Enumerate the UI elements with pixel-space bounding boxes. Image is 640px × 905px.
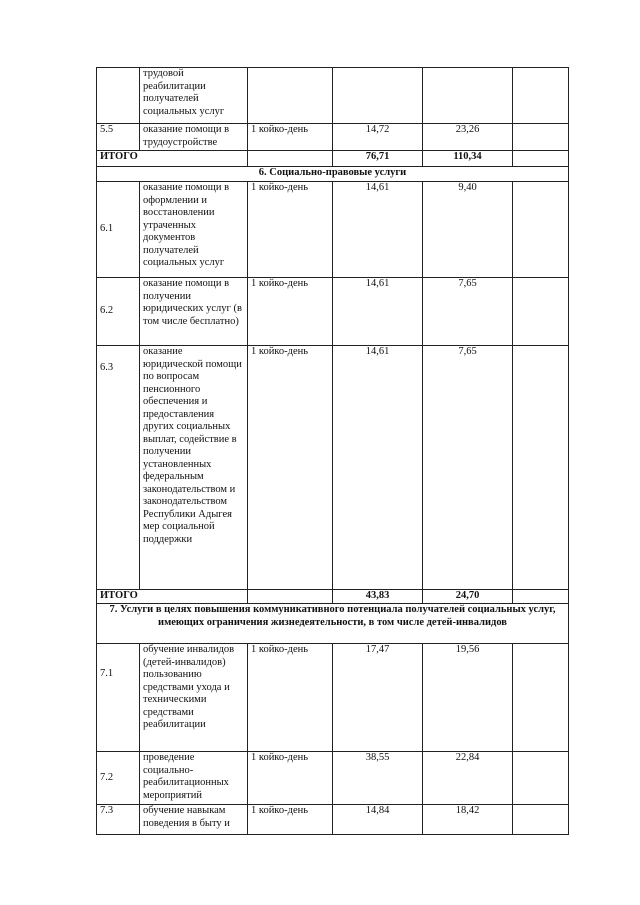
- unit-cell: [248, 68, 333, 124]
- note-cell: [513, 590, 569, 604]
- service-name: оказание юридической помощи по вопросам пенсионного обеспечения и предоставления других социальных выплат, содействие в получении установленных федеральным законодательством и законодательством Республики Адыгея мер социальной поддержки: [140, 346, 248, 590]
- note-cell: [513, 644, 569, 752]
- row-number: 7.3: [97, 805, 140, 835]
- note-cell: [513, 68, 569, 124]
- unit-cell: 1 койко-день: [248, 124, 333, 151]
- service-name: оказание помощи в оформлении и восстановлении утраченных документов получателей социальных услуг: [140, 182, 248, 278]
- table-row: [97, 346, 569, 590]
- table-row: [97, 752, 569, 805]
- note-cell: [513, 151, 569, 167]
- service-name: оказание помощи в получении юридических услуг (в том числе бесплатно): [140, 278, 248, 346]
- row-number: 7.2: [97, 752, 140, 805]
- total-label: ИТОГО: [97, 590, 248, 604]
- row-number: 6.3: [97, 346, 140, 590]
- price-cell: 18,42: [423, 805, 513, 835]
- tariff-table: [96, 67, 569, 835]
- price-cell: 17,47: [333, 644, 423, 752]
- section-title: 6. Социально-правовые услуги: [97, 167, 569, 182]
- note-cell: [513, 124, 569, 151]
- price-cell: 22,84: [423, 752, 513, 805]
- price-cell: 7,65: [423, 278, 513, 346]
- table-row: [97, 68, 569, 124]
- total-row: [97, 590, 569, 604]
- service-name: трудовой реабилитации получателей социальных услуг: [140, 68, 248, 124]
- unit-cell: [248, 590, 333, 604]
- unit-cell: 1 койко-день: [248, 752, 333, 805]
- table-row: [97, 124, 569, 151]
- service-name: обучение инвалидов (детей-инвалидов) пользованию средствами ухода и техническими средствами реабилитации: [140, 644, 248, 752]
- note-cell: [513, 752, 569, 805]
- price-cell: 14,72: [333, 124, 423, 151]
- total-value: 43,83: [333, 590, 423, 604]
- total-value: 24,70: [423, 590, 513, 604]
- price-cell: [333, 68, 423, 124]
- section-row: [97, 604, 569, 644]
- row-number: 6.2: [97, 278, 140, 346]
- total-value: 110,34: [423, 151, 513, 167]
- unit-cell: 1 койко-день: [248, 644, 333, 752]
- table-row: [97, 805, 569, 835]
- section-title: 7. Услуги в целях повышения коммуникативного потенциала получателей социальных услуг, имеющих ограничения жизнедеятельности, в том числе детей-инвалидов: [97, 604, 569, 644]
- total-value: 76,71: [333, 151, 423, 167]
- row-number: 6.1: [97, 182, 140, 278]
- unit-cell: 1 койко-день: [248, 346, 333, 590]
- price-cell: [423, 68, 513, 124]
- unit-cell: 1 койко-день: [248, 278, 333, 346]
- table-row: [97, 182, 569, 278]
- note-cell: [513, 346, 569, 590]
- unit-cell: 1 койко-день: [248, 805, 333, 835]
- table-row: [97, 644, 569, 752]
- note-cell: [513, 278, 569, 346]
- price-cell: 9,40: [423, 182, 513, 278]
- row-number: 7.1: [97, 644, 140, 752]
- table-row: [97, 278, 569, 346]
- price-cell: 38,55: [333, 752, 423, 805]
- total-row: [97, 151, 569, 167]
- price-cell: 23,26: [423, 124, 513, 151]
- price-cell: 14,61: [333, 346, 423, 590]
- section-row: [97, 167, 569, 182]
- service-name: оказание помощи в трудоустройстве: [140, 124, 248, 151]
- price-cell: 14,61: [333, 182, 423, 278]
- price-cell: 7,65: [423, 346, 513, 590]
- service-name: обучение навыкам поведения в быту и: [140, 805, 248, 835]
- row-number: [97, 68, 140, 124]
- unit-cell: [248, 151, 333, 167]
- price-cell: 14,61: [333, 278, 423, 346]
- unit-cell: 1 койко-день: [248, 182, 333, 278]
- total-label: ИТОГО: [97, 151, 248, 167]
- row-number: 5.5: [97, 124, 140, 151]
- price-cell: 14,84: [333, 805, 423, 835]
- price-cell: 19,56: [423, 644, 513, 752]
- note-cell: [513, 182, 569, 278]
- note-cell: [513, 805, 569, 835]
- service-name: проведение социально-реабилитационных мероприятий: [140, 752, 248, 805]
